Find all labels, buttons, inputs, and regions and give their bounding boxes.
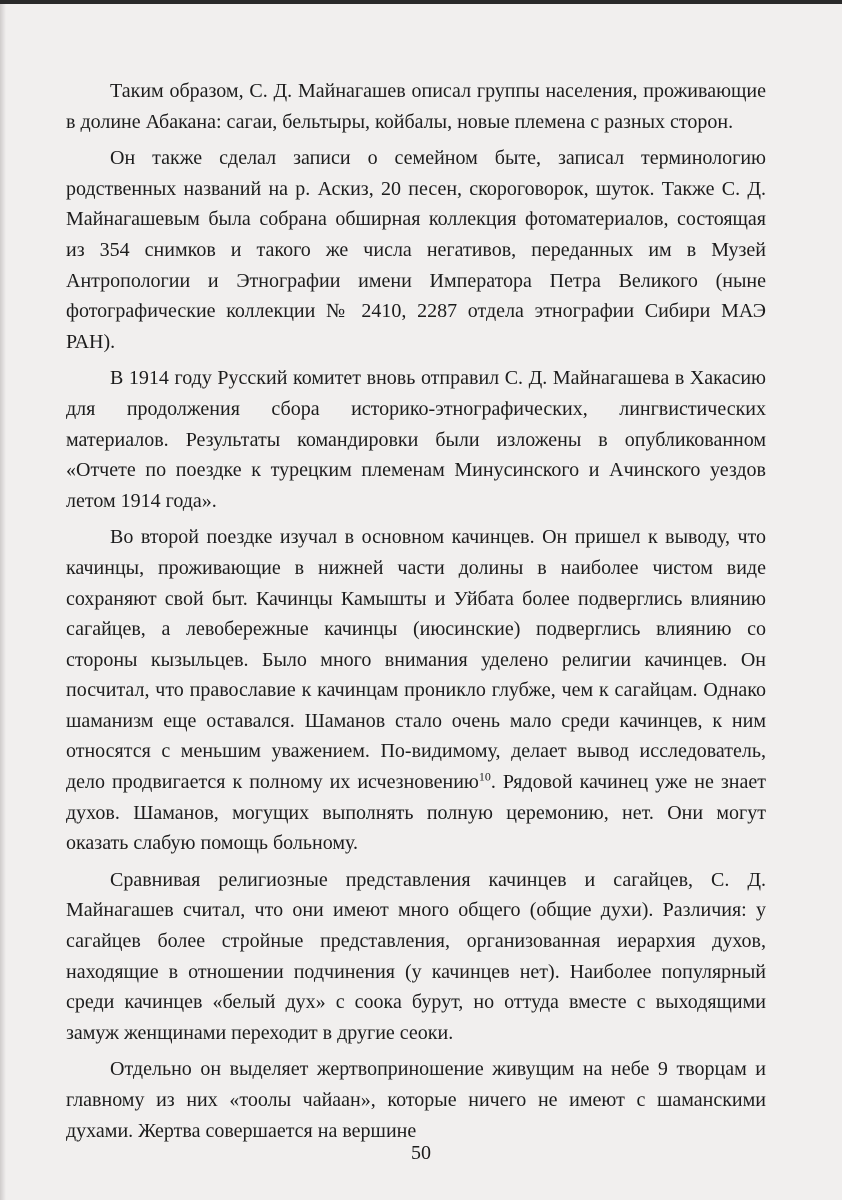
paragraph-2-text: Он также сделал записи о семейном быте, записал терминологию родственных названий на р. Аскиз, 20 песен, скороговорок, шуток. Также С. Д. Майнагашевым была собрана обширная коллекция фотоматериалов, состоящая из 354 снимков и такого же числа негативов, переданных им в Музей Антропологии и Этнографии имени Императора Петра Великого (ныне фотографические коллекции № 2410, 2287 отдела этнографии Сибири МАЭ РАН). — [66, 147, 766, 353]
paragraph-3-text: В 1914 году Русский комитет вновь отправил С. Д. Майнагашева в Хакасию для продолжения сбора историко-этнографических, лингвистических материалов. Результаты командировки были изложены в опубликованном «Отчете по поездке к турецким племенам Минусинского и Ачинского уездов летом 1914 года». — [66, 367, 766, 512]
page-top-edge — [0, 0, 842, 4]
page-left-shadow — [0, 4, 6, 1200]
paragraph-4-text: Во второй поездке изучал в основном качинцев. Он пришел к выводу, что качинцы, проживающие в нижней части долины в наиболее чистом виде сохраняют свой быт. Качинцы Камышты и Уйбата более подверглись влиянию сагайцев, а левобережные качинцы (июсинские) подверглись влиянию со стороны кызыльцев. Было много внимания уделено религии качинцев. Он посчитал, что православие к качинцам проникло глубже, чем к сагайцам. Однако шаманизм еще оставался. Шаманов стало очень мало среди качинцев, к ним относятся с меньшим уважением. По-видимому, делает вывод исследователь, дело продвигается к полному их исчезновению — [66, 526, 766, 794]
footnote-marker: 10 — [478, 769, 491, 784]
paragraph-6 — [66, 1054, 766, 1146]
paragraph-6-text: Отдельно он выделяет жертвоприношение живущим на небе 9 творцам и главному из них «тоолы чайаан», которые ничего не имеют с шаманскими духами. Жертва совершается на вершине — [66, 1058, 766, 1142]
paragraph-4 — [66, 522, 766, 859]
paragraph-1 — [66, 76, 766, 137]
body-text — [66, 76, 766, 1152]
paragraph-1-text: Таким образом, С. Д. Майнагашев описал группы населения, проживающие в долине Абакана: сагаи, бельтыры, койбалы, новые племена с разных сторон. — [66, 80, 766, 133]
paragraph-2 — [66, 143, 766, 357]
paragraph-5-text: Сравнивая религиозные представления качинцев и сагайцев, С. Д. Майнагашев считал, что они имеют много общего (общие духи). Различия: у сагайцев более стройные представления, организованная иерархия духов, находящие в отношении подчинения (у качинцев нет). Наиболее популярный среди качинцев «белый дух» с соока бурут, но оттуда вместе с выходящими замуж женщинами переходит в другие сеоки. — [66, 868, 766, 1044]
page-number: 50 — [411, 1142, 431, 1164]
paragraph-4-text-after: . Рядовой качинец уже не знает духов. Шаманов, могущих выполнять полную церемонию, нет. Они могут оказать слабую помощь больному. — [66, 771, 766, 855]
paragraph-3 — [66, 363, 766, 516]
paragraph-5 — [66, 865, 766, 1049]
